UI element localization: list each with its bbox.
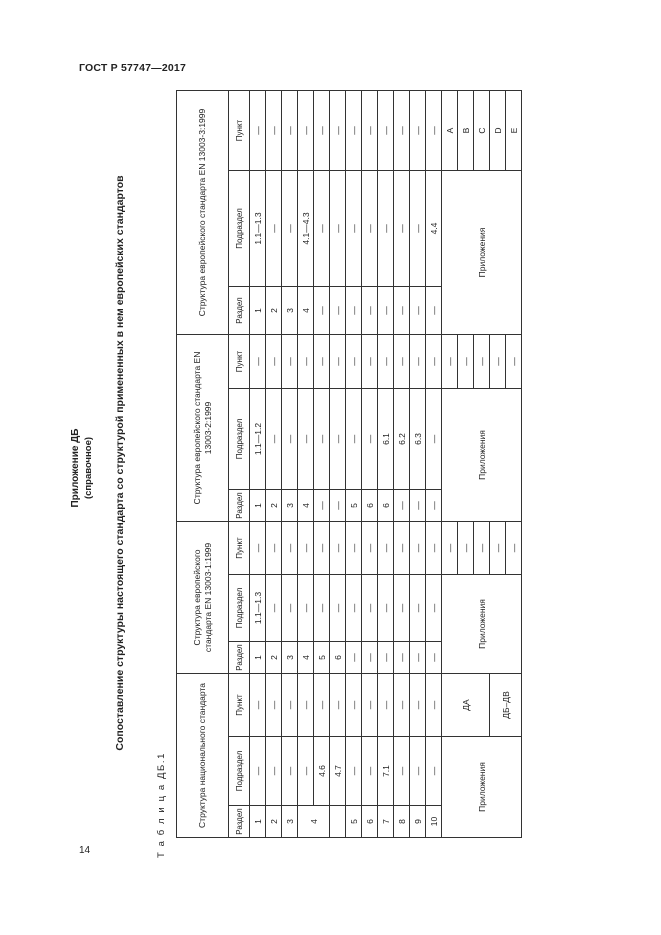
en1-section: — <box>378 641 394 673</box>
nat-subsection: — <box>282 737 298 806</box>
en3-item: — <box>410 90 426 170</box>
en1-subsection: — <box>314 574 330 641</box>
en3-item: — <box>330 90 346 170</box>
en3-appendix-letter: D <box>490 90 506 170</box>
en1-item: — <box>250 521 266 574</box>
en2-item: — <box>282 334 298 388</box>
en3-section: 2 <box>266 286 282 334</box>
table-row <box>282 90 298 837</box>
en2-item: — <box>250 334 266 388</box>
en2-item: — <box>426 334 442 388</box>
col-header: Пункт <box>229 673 250 736</box>
nat-section <box>330 806 346 838</box>
nat-subsection: 7.1 <box>378 737 394 806</box>
en2-subsection: 6.1 <box>378 388 394 489</box>
nat-item: — <box>410 673 426 736</box>
en2-item: — <box>314 334 330 388</box>
en3-subsection: — <box>266 170 282 286</box>
col-header: Подраздел <box>229 170 250 286</box>
appendix-subtitle: (справочное) <box>83 436 94 500</box>
en2-appendix-item: — <box>474 334 490 388</box>
page-number: 14 <box>79 845 91 856</box>
nat-subsection: — <box>394 737 410 806</box>
table-row <box>250 90 266 837</box>
en3-subsection: — <box>362 170 378 286</box>
en3-subsection: 4.4 <box>426 170 442 286</box>
en2-item: — <box>362 334 378 388</box>
table-row <box>378 90 394 837</box>
en2-subsection: 6.2 <box>394 388 410 489</box>
en2-section: — <box>426 489 442 521</box>
en1-section: — <box>362 641 378 673</box>
en2-item: — <box>346 334 362 388</box>
en2-section: 5 <box>346 489 362 521</box>
en3-item: — <box>314 90 330 170</box>
en2-section: — <box>330 489 346 521</box>
en3-item: — <box>346 90 362 170</box>
en1-subsection: — <box>394 574 410 641</box>
nat-subsection: — <box>410 737 426 806</box>
nat-section: 4 <box>298 806 330 838</box>
en2-subsection: — <box>346 388 362 489</box>
en1-section: — <box>426 641 442 673</box>
en3-subsection: — <box>410 170 426 286</box>
nat-section: 8 <box>394 806 410 838</box>
col-header: Пункт <box>229 90 250 170</box>
en2-section: 3 <box>282 489 298 521</box>
en3-appendices-label: Приложения <box>442 170 522 334</box>
en2-item: — <box>394 334 410 388</box>
page-header: ГОСТ Р 57747—2017 <box>79 62 187 74</box>
en1-item: — <box>378 521 394 574</box>
en3-subsection: — <box>346 170 362 286</box>
en3-subsection: — <box>394 170 410 286</box>
en3-item: — <box>378 90 394 170</box>
en2-section: 6 <box>378 489 394 521</box>
appendix-title: Приложение ДБ <box>70 428 81 508</box>
table-row <box>346 90 362 837</box>
en2-appendix-item: — <box>506 334 522 388</box>
en2-appendix-item: — <box>458 334 474 388</box>
en1-section: 4 <box>298 641 314 673</box>
en1-item: — <box>266 521 282 574</box>
en2-section: 4 <box>298 489 314 521</box>
en1-item: — <box>362 521 378 574</box>
col-header: Подраздел <box>229 388 250 489</box>
group-national: Структура национального стандарта <box>177 673 229 837</box>
nat-subsection: — <box>266 737 282 806</box>
rotated-content <box>70 78 550 858</box>
nat-section: 3 <box>282 806 298 838</box>
col-header: Раздел <box>229 286 250 334</box>
en2-section: 2 <box>266 489 282 521</box>
en1-appendix-item: — <box>474 521 490 574</box>
group-en-3: Структура европейского стандарта EN 13003-3:1999 <box>177 90 229 334</box>
en1-section: — <box>394 641 410 673</box>
nat-subsection: — <box>426 737 442 806</box>
nat-item: — <box>346 673 362 736</box>
table-label: Т а б л и ц а ДБ.1 <box>156 752 167 858</box>
en3-appendix-letter: C <box>474 90 490 170</box>
en2-subsection: — <box>426 388 442 489</box>
en2-subsection: — <box>266 388 282 489</box>
en2-section: — <box>314 489 330 521</box>
en1-subsection: 1.1—1.3 <box>250 574 266 641</box>
en3-section: 1 <box>250 286 266 334</box>
nat-item: — <box>282 673 298 736</box>
comparison-table <box>176 90 522 838</box>
en2-item: — <box>410 334 426 388</box>
en1-item: — <box>330 521 346 574</box>
en2-item: — <box>378 334 394 388</box>
en3-appendix-letter: A <box>442 90 458 170</box>
group-en-2: Структура европейского стандарта EN 13003-2:1999 <box>177 334 229 521</box>
nat-section: 7 <box>378 806 394 838</box>
table-row <box>314 90 330 837</box>
main-title: Сопоставление структуры настоящего стандарта со структурой примененных в нем европейских стандартов <box>114 175 126 751</box>
col-header: Подраздел <box>229 574 250 641</box>
nat-section: 2 <box>266 806 282 838</box>
en3-section: — <box>346 286 362 334</box>
en2-appendix-item: — <box>442 334 458 388</box>
en1-section: 3 <box>282 641 298 673</box>
table-row <box>410 90 426 837</box>
en3-item: — <box>250 90 266 170</box>
en1-subsection: — <box>346 574 362 641</box>
en1-item: — <box>346 521 362 574</box>
en2-subsection: 1.1—1.2 <box>250 388 266 489</box>
en2-section: 6 <box>362 489 378 521</box>
en1-section: 6 <box>330 641 346 673</box>
en3-section: — <box>314 286 330 334</box>
en2-item: — <box>298 334 314 388</box>
en3-item: — <box>394 90 410 170</box>
nat-section: 9 <box>410 806 426 838</box>
en1-subsection: — <box>362 574 378 641</box>
nat-item: — <box>266 673 282 736</box>
en2-item: — <box>330 334 346 388</box>
en1-appendix-item: — <box>490 521 506 574</box>
en1-item: — <box>410 521 426 574</box>
table-row <box>394 90 410 837</box>
nat-item: — <box>394 673 410 736</box>
nat-item: — <box>378 673 394 736</box>
en3-item: — <box>298 90 314 170</box>
en1-item: — <box>394 521 410 574</box>
nat-section: 5 <box>346 806 362 838</box>
en1-section: 1 <box>250 641 266 673</box>
en2-section: 1 <box>250 489 266 521</box>
en3-section: — <box>362 286 378 334</box>
en2-subsection: — <box>362 388 378 489</box>
en1-appendices-label: Приложения <box>442 574 522 673</box>
en3-section: — <box>394 286 410 334</box>
en1-section: 2 <box>266 641 282 673</box>
nat-item: — <box>298 673 314 736</box>
nat-item: — <box>426 673 442 736</box>
en3-subsection: — <box>282 170 298 286</box>
nat-appendix-db-dv: ДБ–ДВ <box>490 673 522 736</box>
table-row <box>266 90 282 837</box>
en1-subsection: — <box>298 574 314 641</box>
en2-subsection: — <box>298 388 314 489</box>
nat-appendices-label: Приложения <box>442 737 522 838</box>
nat-section: 1 <box>250 806 266 838</box>
nat-appendix-da: ДА <box>442 673 490 736</box>
en1-subsection: — <box>410 574 426 641</box>
en3-section: — <box>330 286 346 334</box>
col-header: Пункт <box>229 334 250 388</box>
nat-subsection: 4.7 <box>330 737 346 806</box>
table-row <box>330 90 346 837</box>
col-header: Раздел <box>229 489 250 521</box>
en3-item: — <box>426 90 442 170</box>
en1-subsection: — <box>266 574 282 641</box>
en1-appendix-item: — <box>442 521 458 574</box>
en2-subsection: — <box>282 388 298 489</box>
en3-section: — <box>378 286 394 334</box>
en3-subsection: — <box>378 170 394 286</box>
col-header: Подраздел <box>229 737 250 806</box>
nat-subsection: 4.6 <box>314 737 330 806</box>
en2-appendices-label: Приложения <box>442 388 522 521</box>
en1-subsection: — <box>330 574 346 641</box>
en1-section: — <box>346 641 362 673</box>
nat-item: — <box>314 673 330 736</box>
en3-subsection: — <box>330 170 346 286</box>
col-header: Пункт <box>229 521 250 574</box>
en1-subsection: — <box>378 574 394 641</box>
col-header: Раздел <box>229 806 250 838</box>
en2-appendix-item: — <box>490 334 506 388</box>
nat-item: — <box>250 673 266 736</box>
en1-appendix-item: — <box>506 521 522 574</box>
en1-subsection: — <box>426 574 442 641</box>
table-row <box>298 90 314 837</box>
en3-appendix-letter: E <box>506 90 522 170</box>
en2-subsection: — <box>330 388 346 489</box>
nat-subsection: — <box>250 737 266 806</box>
en3-item: — <box>282 90 298 170</box>
en3-subsection: 4.1—4.3 <box>298 170 314 286</box>
en1-appendix-item: — <box>458 521 474 574</box>
nat-section: 6 <box>362 806 378 838</box>
en3-subsection: 1.1—1.3 <box>250 170 266 286</box>
en3-appendix-letter: B <box>458 90 474 170</box>
en3-section: 3 <box>282 286 298 334</box>
en1-item: — <box>298 521 314 574</box>
group-en-1: Структура европейского стандарта EN 13003-1:1999 <box>177 521 229 673</box>
nat-subsection: — <box>346 737 362 806</box>
header-row-columns <box>229 90 250 837</box>
nat-subsection: — <box>362 737 378 806</box>
en1-section: 5 <box>314 641 330 673</box>
table-row <box>362 90 378 837</box>
nat-item: — <box>330 673 346 736</box>
en1-item: — <box>426 521 442 574</box>
en1-item: — <box>314 521 330 574</box>
col-header: Раздел <box>229 641 250 673</box>
en1-section: — <box>410 641 426 673</box>
en3-section: — <box>410 286 426 334</box>
nat-section: 10 <box>426 806 442 838</box>
nat-subsection: — <box>298 737 314 806</box>
appendix-row <box>442 90 458 837</box>
en3-item: — <box>266 90 282 170</box>
en2-item: — <box>266 334 282 388</box>
en2-subsection: 6.3 <box>410 388 426 489</box>
en2-section: — <box>394 489 410 521</box>
en1-item: — <box>282 521 298 574</box>
en3-section: — <box>426 286 442 334</box>
en3-item: — <box>362 90 378 170</box>
en2-subsection: — <box>314 388 330 489</box>
en2-section: — <box>410 489 426 521</box>
table-row <box>426 90 442 837</box>
en1-subsection: — <box>282 574 298 641</box>
en3-section: 4 <box>298 286 314 334</box>
en3-subsection: — <box>314 170 330 286</box>
header-row-groups <box>177 90 229 837</box>
nat-item: — <box>362 673 378 736</box>
